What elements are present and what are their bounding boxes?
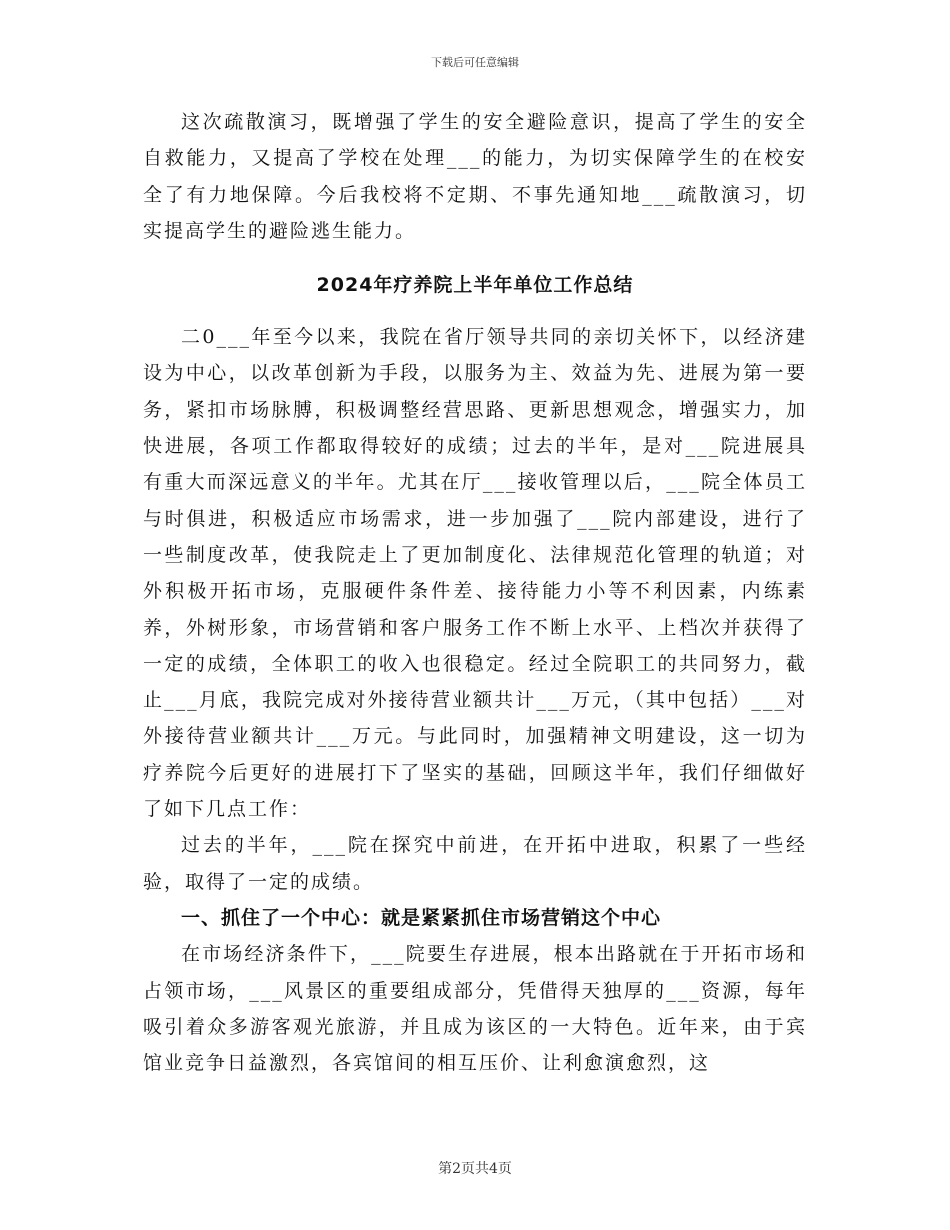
page-footer: 第2页共4页 [438, 1161, 512, 1177]
intro-paragraph: 这次疏散演习，既增强了学生的安全避险意识，提高了学生的安全自救能力，又提高了学校在处理___的能力，为切实保障学生的在校安全了有力地保障。今后我校将不定期、不事先通知地___疏散演习，切实提高学生的避险逃生能力。 [143, 111, 807, 242]
document-body [143, 104, 807, 1081]
page-header: 下载后可任意编辑 [431, 56, 519, 69]
paragraph-3: 在市场经济条件下，___院要生存进展，根本出路就在于开拓市场和占领市场，___风景区的重要组成部分，凭借得天独厚的___资源，每年吸引着众多游客观光旅游，并且成为该区的一大特色。近年来，由于宾馆业竞争日益激烈，各宾馆间的相互压价、让利愈演愈烈，这 [143, 943, 807, 1075]
paragraph-1: 二0___年至今以来，我院在省厅领导共同的亲切关怀下，以经济建设为中心，以改革创新为手段，以服务为主、效益为先、进展为第一要务，紧扣市场脉膊，积极调整经营思路、更新思想观念，增强实力，加快进展，各项工作都取得较好的成绩；过去的半年，是对___院进展具有重大而深远意义的半年。尤其在厅___接收管理以后，___院全体员工与时俱进，积极适应市场需求，进一步加强了___院内部建设，进行了一些制度改革，使我院走上了更加制度化、法律规范化管理的轨道；对外积极开拓市场，克服硬件条件差、接待能力小等不利因素，内练素养，外树形象，市场营销和客户服务工作不断上水平、上档次并获得了一定的成绩，全体职工的收入也很稳定。经过全院职工的共同努力，截止___月底，我院完成对外接待营业额共计___万元，（其中包括）___对外接待营业额共计___万元。与此同时，加强精神文明建设，这一切为疗养院今后更好的进展打下了坚实的基础，回顾这半年，我们仔细做好了如下几点工作： [143, 326, 807, 821]
document-title: 2024年疗养院上半年单位工作总结 [316, 274, 634, 297]
section-heading-1: 一、抓住了一个中心：就是紧紧抓住市场营销这个中心 [181, 906, 662, 929]
paragraph-2: 过去的半年，___院在探究中前进，在开拓中进取，积累了一些经验，取得了一定的成绩。 [143, 834, 807, 893]
